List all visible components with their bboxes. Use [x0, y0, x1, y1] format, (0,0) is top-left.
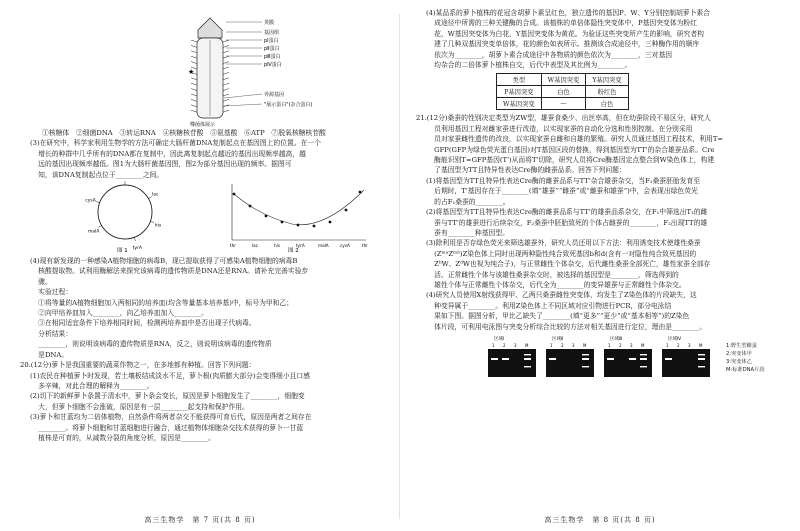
gel-legend-item: 3:突变体乙 [726, 358, 752, 365]
q4r-line: 成途径中所需的三种关键酶的合成。该植株的单倍体隐性突变体中，P基因突变体为粉红 [434, 19, 698, 28]
marker-band [582, 354, 589, 355]
q21-line: 后期时，T'基因存在于________(填“雄蚕”“雌蚕”或“雌蚕和雄蚕”)中，会表现出绿色荧光 [434, 187, 698, 196]
marker-band [524, 366, 531, 367]
q4-line: ③在相同适宜条件下培养相同时间，检测两培养皿中是否出现子代病毒。 [38, 319, 256, 328]
legend-label: pⅡ蛋白 [264, 46, 280, 52]
q21-line: GFP(GFP为绿色荧光蛋白基因)对T基因区段的替换，得到基因型为TT'的杂合雄蚕品系。Cre [434, 145, 715, 154]
legend-label: pⅠ蛋白 [264, 38, 279, 44]
coat-protein-spike [223, 72, 229, 74]
question-20 [20, 360, 388, 443]
q21-line: (3)除利用是否存绿色荧光来筛选雄蚕外，研究人员还用以下方法：利用诱变技术使雄性桑蚕 [426, 239, 701, 248]
q3-line: 知，该DNA复制起点位于________之间。 [38, 170, 164, 179]
fig2-tick-label: thr [230, 243, 237, 249]
question-3 [30, 138, 388, 180]
coat-protein-spike [191, 40, 197, 42]
frequency-point [233, 193, 236, 196]
table-header-cell: W基因突变 [541, 74, 586, 86]
question-options: ①核糖体 ②细菌DNA ③转运RNA ④核糖核苷酸 ⑤氨基酸 ⑥ATP ⑦脱氧核糖核苷酸 [42, 129, 326, 137]
table-cell: P基因突变 [497, 86, 542, 98]
fig2-caption: 图 2 [288, 248, 299, 255]
q21-line: 酶能识别T=GFP基因(T')从而将T'切除，研究人员将Cre酶基因定点整合到W染色体上，构建 [434, 156, 715, 165]
q20-line: (1)农民在种植萝卜时发现，若土壤板结成淡水不足，萝卜根(肉质膨大部分)会变得细小且口感 [30, 371, 311, 380]
gel-band [665, 358, 672, 360]
legend-label: 基因组 [264, 30, 280, 36]
q4-line: ②向甲培养皿加入________，向乙培养皿加入________。 [38, 309, 209, 318]
frequency-point [281, 221, 284, 224]
q21-line: 员利用基因工程对雌家蚕进行改造，以实现家蚕的自动化分选和性别控制。在分别采用 [434, 124, 693, 133]
fig2-tick-label: tyrA [296, 243, 305, 249]
page-footer-left: 高三生物学 第 7 页(共 8 页) [144, 516, 256, 524]
coat-protein-spike [191, 51, 197, 53]
q4r-line: 花，W基因突变体为白花，Y基因突变体为黄花。为验证这些突变所产生的影响，研究者构 [434, 29, 704, 38]
q21-line: 活。正常雌性个体与该雄性桑蚕杂交时，被选择的基因型是________，筛选得到的 [434, 270, 679, 279]
question-21 [416, 113, 786, 332]
q21-line: 员对家蚕雌性遗传的改良，以实现家蚕自雌和自雄的繁殖。研究人员通过基因工程技术，利用T= [434, 135, 724, 144]
marker-band [582, 366, 589, 367]
q21-line: (ZᵐᵃZᵐᵇ)Z染色体上同时出现两种隐性纯合致死基因b和d(含有一对隐性纯合致死基因的 [434, 249, 697, 258]
q20-line: (2)切下的新鲜萝卜条置于清水中，萝卜条会变长，原因是萝卜细胞发生了________，细胞变 [30, 392, 305, 401]
gene-label: his [154, 223, 162, 229]
phage-display-figure [30, 8, 388, 128]
frequency-point [329, 221, 332, 224]
lane-number: M [583, 342, 587, 348]
gene-tick [150, 221, 154, 222]
coat-protein-spike [223, 51, 229, 53]
gel-band [640, 358, 647, 360]
table-header-cell: 类型 [497, 74, 542, 86]
lane-number: M [641, 342, 645, 348]
question-4 [30, 256, 388, 360]
gel-band [549, 358, 556, 360]
fig2-tick-label: lac [252, 243, 259, 249]
marker-band [698, 354, 705, 355]
coat-protein-spike [223, 78, 229, 80]
table-cell: 白色 [541, 86, 586, 98]
q21-line: (2)将基因型为TT且特异性表达Cre酶的雌蚕品系与TT'的雄蚕品系杂交，在F₁中筛选出T₁的雌 [426, 208, 708, 217]
q4r-line: (4)某品系的萝卜植株的花冠含胡萝卜素呈红色，独立遗传的基因P、W、Y分别控制胡萝卜素合 [426, 9, 710, 17]
q3-line: 增长的种群中几乎所有的DNA都在复制中，因此离复制起点越近的基因出现频率越高，越 [38, 149, 306, 158]
coat-protein-spike [191, 99, 197, 101]
table-row [497, 98, 629, 110]
q21-line: 了基因型为TT且特异性表达Cre酶的雌蚕品系。回答下列问题： [434, 166, 626, 175]
marker-band [640, 354, 647, 355]
table-cell: — [541, 98, 586, 110]
gene-label: lac [152, 192, 159, 198]
q4r-line: 均杂合的二倍体萝卜植株自交，后代中表型及其比例为________。 [434, 61, 632, 70]
marker-band [698, 366, 705, 367]
fig1-caption: 图 1 [117, 248, 128, 255]
gel-region-label: 区域Ⅱ [552, 336, 564, 342]
figures-1-2 [30, 180, 388, 256]
q4-line: 核酸提取物。试利用酶解法来探究该病毒的遗传物质是DNA还是RNA。请补充完善实验步 [38, 267, 309, 276]
q21-line: 种变异属于________。利用Z染色体上不同区域对应引物进行PCR，部分电泳结 [434, 301, 672, 310]
lane-number: 2 [677, 342, 680, 348]
coat-protein-spike [223, 94, 229, 96]
frequency-point [313, 225, 316, 228]
legend-label: pⅢ蛋白 [264, 54, 281, 60]
gel-region-label: 区域Ⅳ [668, 336, 682, 342]
phage-diagram [30, 8, 390, 128]
q21-line: 体片段，可利用电泳图与突变分析综合比较的方法对相关基因进行定位，理由是________。 [434, 322, 707, 331]
fig1-gene-map [70, 180, 180, 256]
coat-protein-spike [191, 62, 197, 64]
fig2-frequency-plot [220, 180, 370, 256]
phage-legend [224, 19, 313, 108]
gel-legend-item: 1:野生型雌蚕 [726, 342, 757, 349]
table-cell: W基因突变 [497, 98, 542, 110]
coat-protein-spike [191, 45, 197, 47]
lane-number: 3 [688, 342, 691, 348]
fig2-tick-label: malA [318, 243, 329, 249]
gel-region-label: 区域Ⅲ [610, 336, 623, 342]
caption-display-protein: "展示蛋白"(杂合蛋白) [264, 102, 313, 108]
lane-number: 3 [514, 342, 517, 348]
lane-number: 2 [503, 342, 506, 348]
gel-legend-item: 2:突变体甲 [726, 350, 752, 357]
coat-protein-spike [223, 40, 229, 42]
lane-number: 1 [492, 342, 495, 348]
coat-protein-spike [223, 45, 229, 47]
coat-protein-spike [223, 89, 229, 91]
legend-label: pⅣ蛋白 [264, 62, 282, 68]
table-cell: 粉红色 [586, 86, 628, 98]
q21-line: 果如下图。据图分析，甲比乙缺失了________(填“更多”“更少”或“基本相等”)的Z染色 [434, 312, 690, 321]
coat-protein-spike [191, 105, 197, 107]
q4-line: ①将等量的A植物细胞加入两相同的培养皿(均含等量基本培养基)中，标号为甲和乙； [38, 298, 294, 307]
coat-protein-spike [223, 67, 229, 69]
gel-panel [662, 349, 710, 377]
fig2-tick-label: his [274, 243, 280, 249]
caption-phage-display: 噬菌体展示 [190, 122, 216, 128]
q20-line: 植株是可育的，从减数分裂的角度分析，原因是________。 [38, 433, 215, 442]
gel-band [502, 358, 509, 360]
frequency-point [249, 205, 252, 208]
gel-band [698, 358, 705, 360]
q20-line: ________。将萝卜细胞和甘蓝细胞进行融合，通过植物体细胞杂交技术获得的萝卜一甘蓝 [38, 423, 304, 432]
fig2-tick-label: cysA [340, 243, 350, 249]
q21-line: 蚕有________种基因型。 [434, 228, 509, 237]
q4-line: 实验过程： [38, 288, 73, 297]
q21-line: (1)将基因型为TT且特异性表达Cre酶的雌蚕品系与TT'杂合雄蚕杂交，当F₁桑蚕胚胎发育至 [426, 176, 701, 185]
q20-line: 20.(12分)萝卜是我国重要的蔬菜作物之一，在多地都有种植。回答下列问题： [20, 361, 256, 370]
ecoli-chromosome-circle [98, 185, 152, 239]
gel-panel [604, 349, 652, 377]
gene-label: tyrA [132, 245, 143, 251]
table-header-row [497, 74, 629, 86]
lane-number: 1 [608, 342, 611, 348]
q4-line: 是DNA。 [38, 350, 69, 359]
table-header-cell: Y基因突变 [586, 74, 628, 86]
frequency-point [345, 209, 348, 212]
gel-legend-item: M:标准DNA片段 [726, 366, 765, 373]
lane-number: 3 [572, 342, 575, 348]
q20-line: (3)萝卜和甘蓝均为二倍体植物，自然条件将两者杂交不能获得可育后代，原因是两者之间存在 [30, 413, 312, 422]
fig2-tick-label: thr [362, 243, 369, 249]
q4-line: (4)现有新发现的一种感染A植物细胞的病毒B，现已提取获得了可感染A植物细胞的病毒B [30, 257, 298, 266]
gel-band [582, 358, 589, 360]
gel-panel [546, 349, 594, 377]
q21-line: 雄性个体与正常雌性个体杂交，后代全为________的变异雄蚕与正常雌性个体杂交。 [434, 280, 686, 289]
gel-band [491, 358, 498, 360]
question-4-right [426, 8, 786, 70]
lane-number: 1 [666, 342, 669, 348]
coat-protein-spike [191, 110, 197, 112]
gel-region-label: 区域Ⅰ [494, 336, 505, 342]
coat-protein-spike [191, 83, 197, 85]
gene-label: cysA [85, 198, 96, 204]
q4-line: 骤。 [38, 277, 52, 286]
coat-protein-spike [191, 94, 197, 96]
lane-number: M [525, 342, 529, 348]
frequency-point [265, 215, 268, 218]
gel-band [524, 358, 531, 360]
right-page [400, 0, 800, 531]
page-footer-right: 高三生物学 第 8 页(共 8 页) [544, 516, 656, 524]
table-row [497, 86, 629, 98]
q3-line: (3)在研究中，科学家利用生物学的方法可确定大肠杆菌DNA复制起点在基因图上的位置。在一个 [30, 139, 322, 148]
q4r-line: 建了几种双基因突变单倍体，花的颜色如表所示。推测该合成途径中，三种酶作用的顺序 [434, 40, 700, 49]
fig2-curve [234, 190, 364, 225]
gel-panel [488, 349, 536, 377]
q21-line: 21.(12分)桑蚕的性别决定类型为ZW型，雄蚕食桑少、出丝率高，但在幼蚕阶段不易区分，研究人 [416, 114, 711, 123]
table-cell: 白色 [586, 98, 628, 110]
lane-number: M [699, 342, 703, 348]
star-icon: ★ [188, 68, 195, 76]
lane-number: 2 [561, 342, 564, 348]
q4r-line: 依次为________，胡萝卜素合成途径中各物质的颜色依次为________，三对基因 [434, 50, 673, 59]
q21-line: 的占F₁桑蚕的________。 [434, 197, 510, 206]
coat-protein-spike [223, 62, 229, 64]
q4-line: 分析结果： [38, 329, 73, 338]
q4-line: ________，则说明该病毒的遗传物质是RNA，反之，则说明该病毒的遗传物质 [38, 340, 272, 349]
gene-label: malA [87, 229, 100, 235]
marker-band [640, 366, 647, 367]
q21-line: ZᵇW、ZᵈW也视为纯合子)，与正常雌性个体杂交，后代雌性桑蚕全部死亡，雄性家蚕全部存 [434, 260, 711, 269]
q21-line: (4)研究人员使用X射线获得甲、乙两只桑蚕雌性突变体，均发生了Z染色体的片段缺失，这 [426, 291, 697, 300]
marker-band [524, 354, 531, 355]
phenotype-table [496, 73, 629, 110]
lane-number: 3 [630, 342, 633, 348]
frequency-point [359, 191, 362, 194]
q3-line: 远的基因出现频率越低。图1为大肠杆菌基因图，图2为部分基因出现的频率。据图可 [38, 160, 292, 169]
gene-tick [98, 226, 101, 228]
coat-protein-spike [223, 110, 229, 112]
q21-line: 蚕与TT'的雄蚕进行后续杂交，F₂桑蚕中胚胎致死的个体占雌蚕的________，F₂出现TT的雄 [434, 218, 708, 227]
gel-legend [726, 342, 764, 374]
legend-label: 荚膜 [264, 20, 275, 26]
gene-tick [96, 201, 100, 202]
phage-head [198, 18, 222, 38]
coat-protein-spike [191, 78, 197, 80]
coat-protein-spike [223, 56, 229, 58]
coat-protein-spike [223, 99, 229, 101]
caption-foreign-gene: 外源基因 [264, 92, 285, 98]
coat-protein-spike [191, 56, 197, 58]
coat-protein-spike [191, 89, 197, 91]
frequency-point [297, 224, 300, 227]
gel-figure [426, 332, 786, 376]
lane-number: 1 [550, 342, 553, 348]
gene-tick [134, 237, 135, 241]
gel-band [607, 358, 614, 360]
gel-band [629, 358, 636, 360]
coat-protein-spike [223, 83, 229, 85]
q20-line: 大，但萝卜细胞不会涨破，原因是有一层________起支持和保护作用。 [38, 402, 249, 411]
lane-number: 2 [619, 342, 622, 348]
q20-line: 多辛辣，对此合理的解释为________。 [38, 381, 154, 390]
